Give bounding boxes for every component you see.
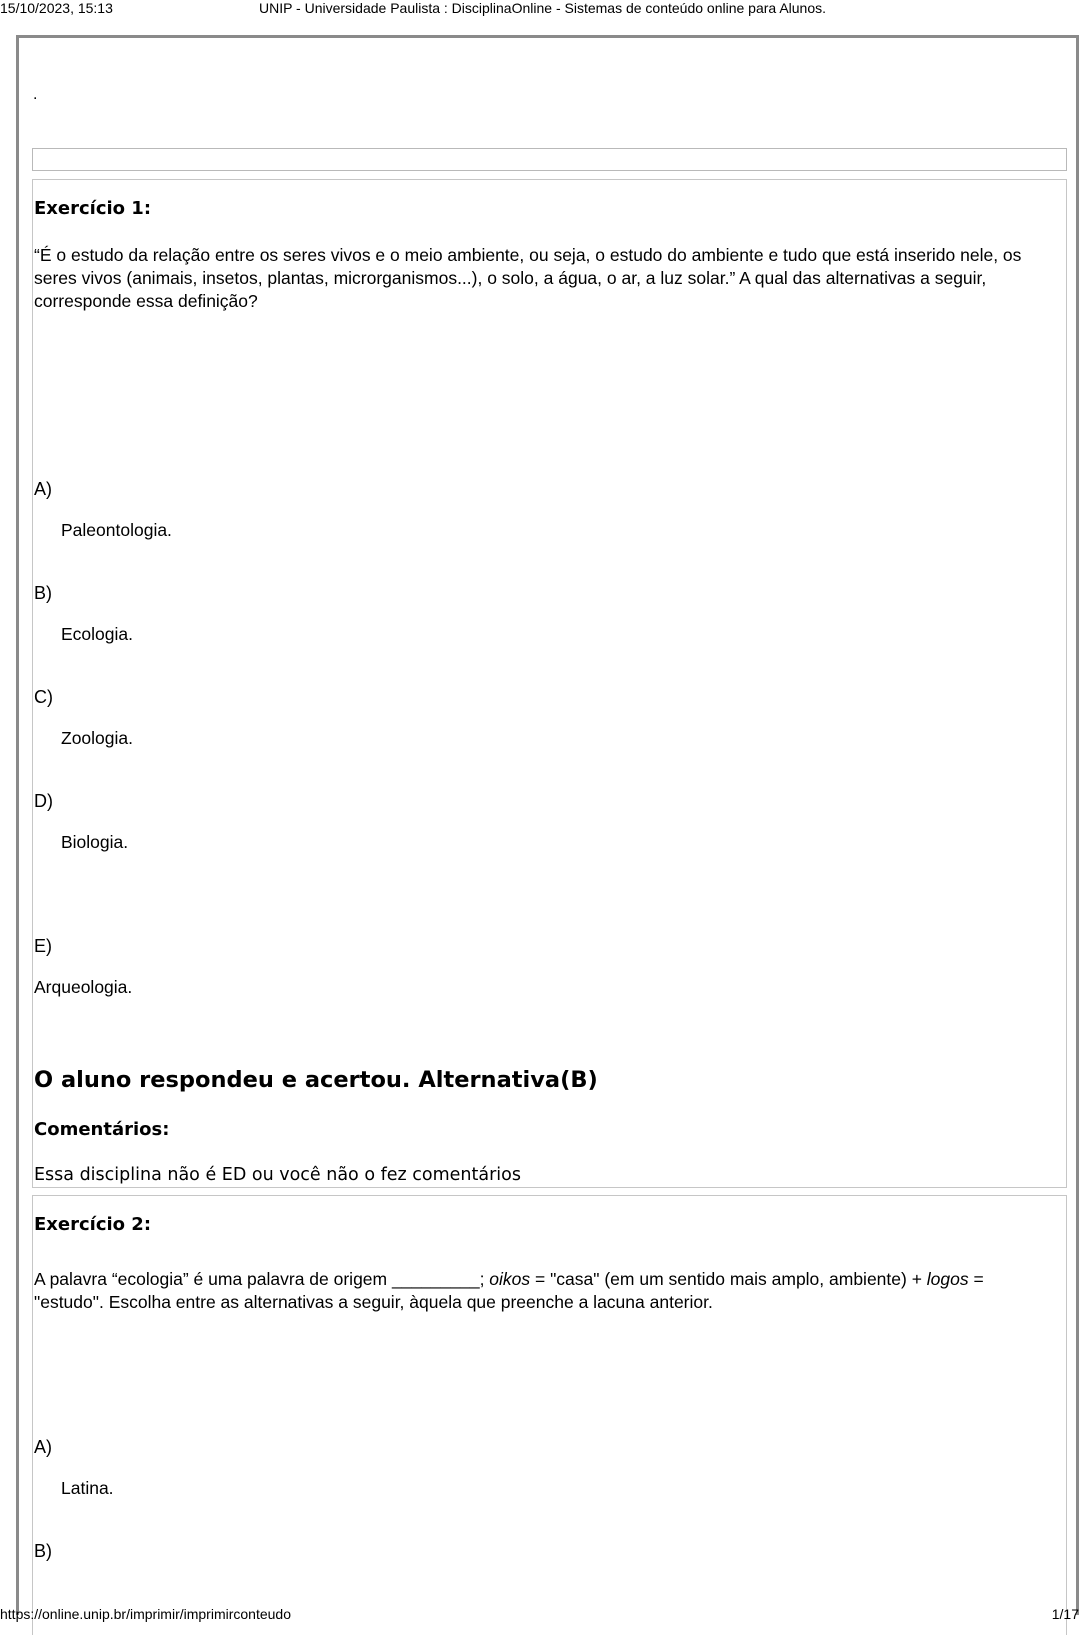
statement-part: A palavra “ecologia” é uma palavra de origem _________; [34,1269,490,1289]
exercise-1-option-b-letter[interactable]: B) [34,583,52,603]
term-logos: logos [926,1269,969,1289]
empty-box [32,148,1067,171]
exercise-2-box [32,1195,1067,1635]
exercise-1-option-c-letter[interactable]: C) [34,687,53,707]
term-oikos: oikos [489,1269,531,1289]
exercise-1-option-e-letter[interactable]: E) [34,936,52,956]
statement-part: = "estudo". Escolha entre as alternativas a seguir, àquela que preenche a lacuna anterior. [34,1269,984,1312]
exercise-1-option-b-text[interactable]: Ecologia. [61,624,133,644]
exercise-1-option-d-letter[interactable]: D) [34,791,53,811]
exercise-1-option-c-text[interactable]: Zoologia. [61,728,133,748]
exercise-1-statement: “É o estudo da relação entre os seres vivos e o meio ambiente, ou seja, o estudo do ambiente e tudo que está inserido nele, os seres vivos (animais, insetos, plantas, microrganismos...), o solo, a água, o ar, a luz solar.” A qual das alternativas a seguir, corresponde essa definição? [34,245,1022,311]
exercise-1-option-a-text[interactable]: Paleontologia. [61,520,172,540]
exercise-1-comments-text: Essa disciplina não é ED ou você não o fez comentários [34,1165,521,1185]
exercise-1-title: Exercício 1: [34,198,152,219]
print-page-number: 1/17 [1051,1606,1079,1622]
print-page-title: UNIP - Universidade Paulista : DisciplinaOnline - Sistemas de conteúdo online para Alunos. [258,0,827,16]
exercise-1-comments-label: Comentários: [34,1119,170,1140]
exercise-1-box [32,179,1067,1188]
exercise-2-statement [34,1268,1054,1314]
exercise-1-result: O aluno respondeu e acertou. Alternativa(B) [34,1067,598,1093]
exercise-2-option-b-letter[interactable]: B) [34,1541,52,1561]
exercise-1-option-a-letter[interactable]: A) [34,479,52,499]
statement-part: = "casa" (em um sentido mais amplo, ambiente) + [530,1269,927,1289]
exercise-1-option-e-text[interactable]: Arqueologia. [34,977,133,997]
exercise-2-option-a-text[interactable]: Latina. [61,1478,114,1498]
print-datetime: 15/10/2023, 15:13 [0,0,113,16]
print-url: https://online.unip.br/imprimir/imprimirconteudo [0,1606,291,1622]
exercise-1-option-d-text[interactable]: Biologia. [61,832,129,852]
exercise-2-title: Exercício 2: [34,1214,152,1235]
top-marker: . [33,86,38,103]
exercise-2-option-a-letter[interactable]: A) [34,1437,52,1457]
